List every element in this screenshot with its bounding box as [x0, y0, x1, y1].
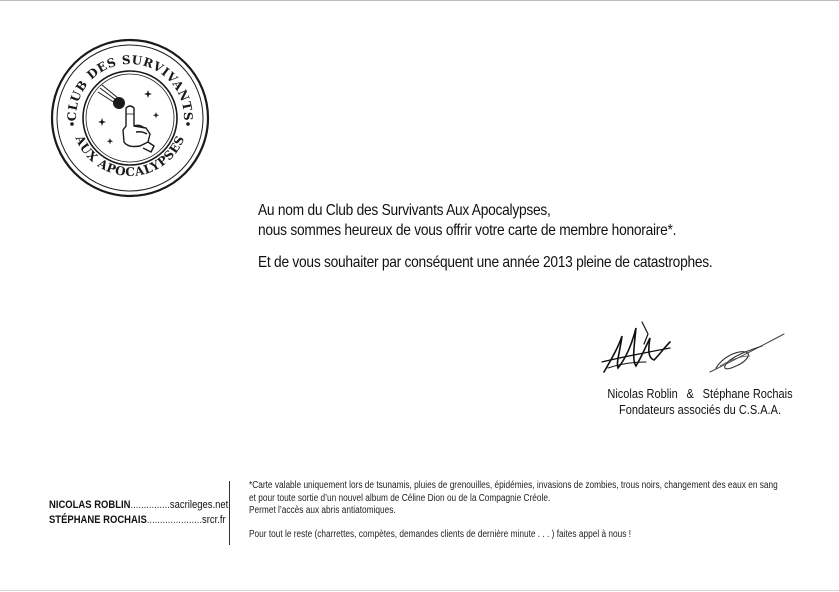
- contact-site: sacrileges.net: [169, 499, 229, 511]
- letter-body: [258, 201, 818, 273]
- founders-names: [577, 386, 823, 402]
- contact-dots: .....................: [146, 514, 202, 526]
- founders-title: Fondateurs associés du C.S.A.A.: [618, 403, 782, 417]
- signature-roblin: [598, 318, 676, 380]
- pointing-hand-icon: [123, 106, 154, 152]
- footnote-line-4: Pour tout le reste (charrettes, compètes, demandes clients de dernière minute . . . ) faites appel à nous !: [249, 528, 632, 540]
- contacts-block: [49, 498, 257, 528]
- letter-line-3: Et de vous souhaiter par conséquent une année 2013 pleine de catastrophes.: [258, 254, 713, 271]
- contact-name: NICOLAS ROBLIN: [49, 499, 131, 511]
- top-rule: [0, 0, 839, 1]
- contact-dots: ...............: [130, 499, 170, 511]
- footnote-line-1: *Carte valable uniquement lors de tsunamis, pluies de grenouilles, épidémies, invasions de zombies, trous noirs, changement des eaux en sang: [249, 480, 778, 491]
- seal-top-text: CLUB DES SURVIVANTS: [64, 52, 196, 122]
- contact-row: [49, 498, 228, 513]
- contact-site: srcr.fr: [201, 514, 226, 526]
- letter-line-1: Au nom du Club des Survivants Aux Apocalypses,: [258, 202, 551, 219]
- bottom-rule: [0, 590, 839, 591]
- founders-block: [560, 386, 839, 418]
- footnote-block: [249, 480, 839, 541]
- footer-divider: [229, 481, 230, 545]
- footnote-line-3: Permet l’accès aux abris antiatomiques.: [249, 505, 396, 516]
- contact-name: STÉPHANE ROCHAIS: [49, 514, 147, 526]
- founders-ampersand: &: [686, 387, 694, 401]
- founder-name-2: Stéphane Rochais: [702, 387, 793, 401]
- signature-rochais: [706, 330, 790, 376]
- seal-bottom-text: AUX APOCALYPSES: [72, 133, 188, 180]
- founder-name-1: Nicolas Roblin: [607, 387, 678, 401]
- meteor-icon: [98, 85, 125, 109]
- footnote-line-2: et pour toute sortie d’un nouvel album de Céline Dion ou de la Compagnie Créole.: [249, 492, 551, 504]
- letter-line-2: nous sommes heureux de vous offrir votre carte de membre honoraire*.: [258, 222, 677, 239]
- contact-row: [49, 513, 228, 528]
- club-seal-logo: [50, 38, 210, 198]
